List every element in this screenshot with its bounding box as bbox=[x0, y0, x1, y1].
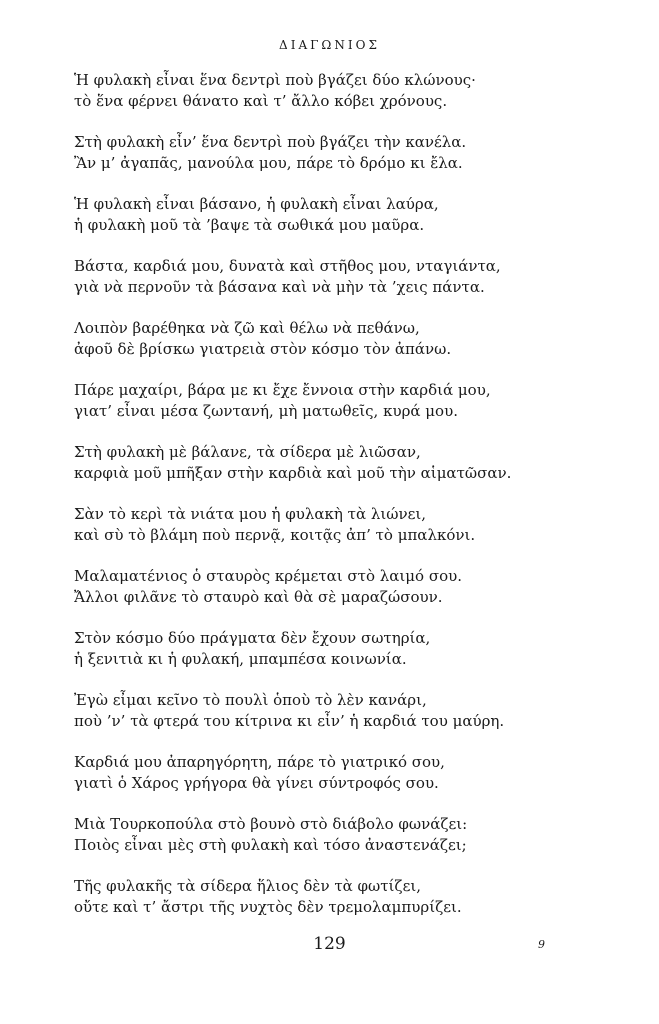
couplet bbox=[74, 504, 634, 566]
poem-line: τὸ ἕνα φέρνει θάνατο καὶ τ’ ἄλλο κόβει χρόνους. bbox=[74, 92, 448, 110]
poem-line: γιὰ νὰ περνοῦν τὰ βάσανα καὶ νὰ μὴν τὰ ’χεις πάντα. bbox=[74, 278, 485, 296]
poem-line: καρφιὰ μοῦ μπῆξαν στὴν καρδιὰ καὶ μοῦ τὴν αἱματῶσαν. bbox=[74, 464, 512, 482]
couplet bbox=[74, 318, 634, 380]
poem-line: Τῆς φυλακῆς τὰ σίδερα ἥλιος δὲν τὰ φωτίζει, bbox=[74, 877, 421, 895]
couplet bbox=[74, 194, 634, 256]
running-header: ΔΙΑΓΩΝΙΟΣ bbox=[279, 38, 380, 52]
poem-line: Μιὰ Τουρκοπούλα στὸ βουνὸ στὸ διάβολο φωνάζει: bbox=[74, 815, 468, 833]
poem bbox=[74, 70, 634, 938]
poem-line: Ποιὸς εἶναι μὲς στὴ φυλακὴ καὶ τόσο ἀναστενάζει; bbox=[74, 836, 467, 854]
couplet bbox=[74, 876, 634, 938]
couplet bbox=[74, 566, 634, 628]
poem-line: Ἄλλοι φιλᾶνε τὸ σταυρὸ καὶ θὰ σὲ μαραζώσουν. bbox=[74, 588, 443, 606]
poem-line: ἡ ξενιτιὰ κι ἡ φυλακή, μπαμπέσα κοινωνία. bbox=[74, 650, 407, 668]
poem-line: Στὴ φυλακὴ μὲ βάλανε, τὰ σίδερα μὲ λιῶσαν, bbox=[74, 443, 421, 461]
couplet bbox=[74, 70, 634, 132]
poem-line: οὔτε καὶ τ’ ἄστρι τῆς νυχτὸς δὲν τρεμολαμπυρίζει. bbox=[74, 898, 462, 916]
poem-line: Βάστα, καρδιά μου, δυνατὰ καὶ στῆθος μου, νταγιάντα, bbox=[74, 257, 501, 275]
poem-line: Ἐγὼ εἶμαι κεῖνο τὸ πουλὶ ὁποὺ τὸ λὲν κανάρι, bbox=[74, 691, 427, 709]
poem-line: καὶ σὺ τὸ βλάμη ποὺ περνᾷ, κοιτᾷς ἀπ’ τὸ μπαλκόνι. bbox=[74, 526, 476, 544]
poem-line: Σὰν τὸ κερὶ τὰ νιάτα μου ἡ φυλακὴ τὰ λιώνει, bbox=[74, 505, 427, 523]
poem-line: Λοιπὸν βαρέθηκα νὰ ζῶ καὶ θέλω νὰ πεθάνω, bbox=[74, 319, 420, 337]
poem-line: ποὺ ’ν’ τὰ φτερά του κίτρινα κι εἶν’ ἡ καρδιά του μαύρη. bbox=[74, 712, 505, 730]
couplet bbox=[74, 814, 634, 876]
poem-line: Πάρε μαχαίρι, βάρα με κι ἔχε ἔννοια στὴν καρδιά μου, bbox=[74, 381, 491, 399]
poem-line: Ἡ φυλακὴ εἶναι βάσανο, ἡ φυλακὴ εἶναι λαύρα, bbox=[74, 195, 439, 213]
poem-line: Ἂν μ’ ἀγαπᾶς, μανούλα μου, πάρε τὸ δρόμο κι ἔλα. bbox=[74, 154, 463, 172]
couplet bbox=[74, 690, 634, 752]
poem-line: Καρδιά μου ἀπαρηγόρητη, πάρε τὸ γιατρικό σου, bbox=[74, 753, 445, 771]
poem-line: Ἡ φυλακὴ εἶναι ἕνα δεντρὶ ποὺ βγάζει δύο κλώνους· bbox=[74, 71, 476, 89]
poem-line: γιατ’ εἶναι μέσα ζωντανή, μὴ ματωθεῖς, κυρά μου. bbox=[74, 402, 458, 420]
poem-line: ἡ φυλακὴ μοῦ τὰ ’βαψε τὰ σωθικά μου μαῦρα. bbox=[74, 216, 425, 234]
page-number: 129 bbox=[313, 934, 346, 954]
couplet bbox=[74, 256, 634, 318]
couplet bbox=[74, 380, 634, 442]
couplet bbox=[74, 752, 634, 814]
couplet bbox=[74, 628, 634, 690]
poem-line: ἀφοῦ δὲ βρίσκω γιατρειὰ στὸν κόσμο τὸν ἀπάνω. bbox=[74, 340, 452, 358]
signature-mark: 9 bbox=[538, 938, 545, 951]
poem-line: Μαλαματένιος ὁ σταυρὸς κρέμεται στὸ λαιμό σου. bbox=[74, 567, 462, 585]
poem-line: γιατὶ ὁ Χάρος γρήγορα θὰ γίνει σύντροφός σου. bbox=[74, 774, 439, 792]
couplet bbox=[74, 132, 634, 194]
couplet bbox=[74, 442, 634, 504]
poem-line: Στὸν κόσμο δύο πράγματα δὲν ἔχουν σωτηρία, bbox=[74, 629, 431, 647]
poem-line: Στὴ φυλακὴ εἶν’ ἕνα δεντρὶ ποὺ βγάζει τὴν κανέλα. bbox=[74, 133, 467, 151]
